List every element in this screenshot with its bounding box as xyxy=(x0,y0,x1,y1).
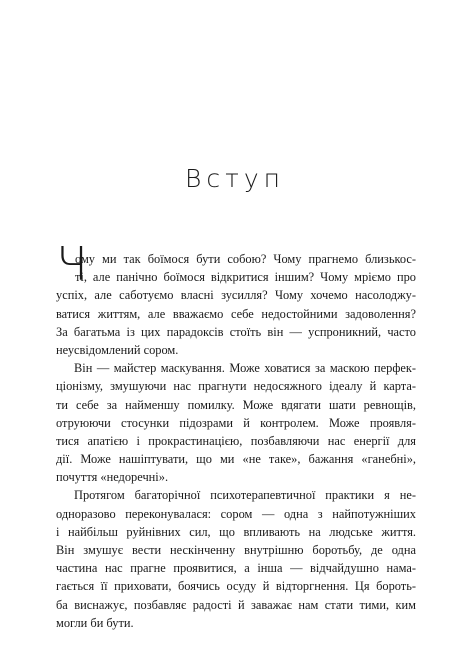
text-line: почуття «недоречні». xyxy=(56,470,169,485)
text-line: Протягом багаторічної психотерапевтичної практики я не- xyxy=(74,488,416,503)
text-line: одноразово переконувалася: сором — одна з найпотужніших xyxy=(56,506,416,521)
text-line: ті, але панічно боїмося відкритися іншим? Чому мріємо про xyxy=(75,270,416,285)
text-line: могли би бути. xyxy=(56,615,134,630)
text-line: Він змушує вести нескінченну внутрішню боротьбу, де одна xyxy=(56,543,416,557)
text-line: ба виснажує, позбавляє радості й заважає нам стати тими, ким xyxy=(56,597,416,612)
text-line: тися апатією і прокрастинацією, позбавляючи нас енергії для xyxy=(56,433,416,448)
text-line: частина нас прагне проявитися, а інша — відчайдушно нама- xyxy=(56,561,416,576)
text-line: і найбільш руйнівних сил, що впливають на людське життя. xyxy=(56,524,416,539)
text-line: За багатьма із цих парадоксів стоїть він — успроникний, часто xyxy=(56,324,416,339)
text-line: успіх, але саботуємо власні зусилля? Чому хочемо насолоджу- xyxy=(56,288,416,303)
text-line: неусвідомлений сором. xyxy=(56,342,179,357)
text-line: ти себе за найменшу помилку. Може вдягати шати ревнощів, xyxy=(56,397,416,412)
body-text xyxy=(56,237,416,632)
drop-cap: Ч xyxy=(56,237,88,291)
text-line: гається її приховати, боячись осуду й відторгнення. Ця бороть- xyxy=(56,579,416,594)
text-line: ому ми так боїмося бути собою? Чому прагнемо близькос- xyxy=(75,252,416,266)
text-line: ціонізму, змушуючи нас прагнути недосяжного ідеалу й карта- xyxy=(56,379,416,394)
chapter-title: Вступ xyxy=(185,164,285,193)
text-line: дії. Може нашіптувати, що ми «не таке», бажання «ганебні», xyxy=(56,452,416,467)
text-line: Він — майстер маскування. Може ховатися за маскою перфек- xyxy=(74,361,416,376)
text-line: ватися життям, але вважаємо себе недостойними задоволення? xyxy=(56,306,416,321)
paragraph xyxy=(56,359,416,486)
paragraph xyxy=(56,486,416,632)
paragraph xyxy=(56,237,416,359)
text-line: отруюючи стосунки підозрами й контролем. Може проявля- xyxy=(56,415,416,430)
